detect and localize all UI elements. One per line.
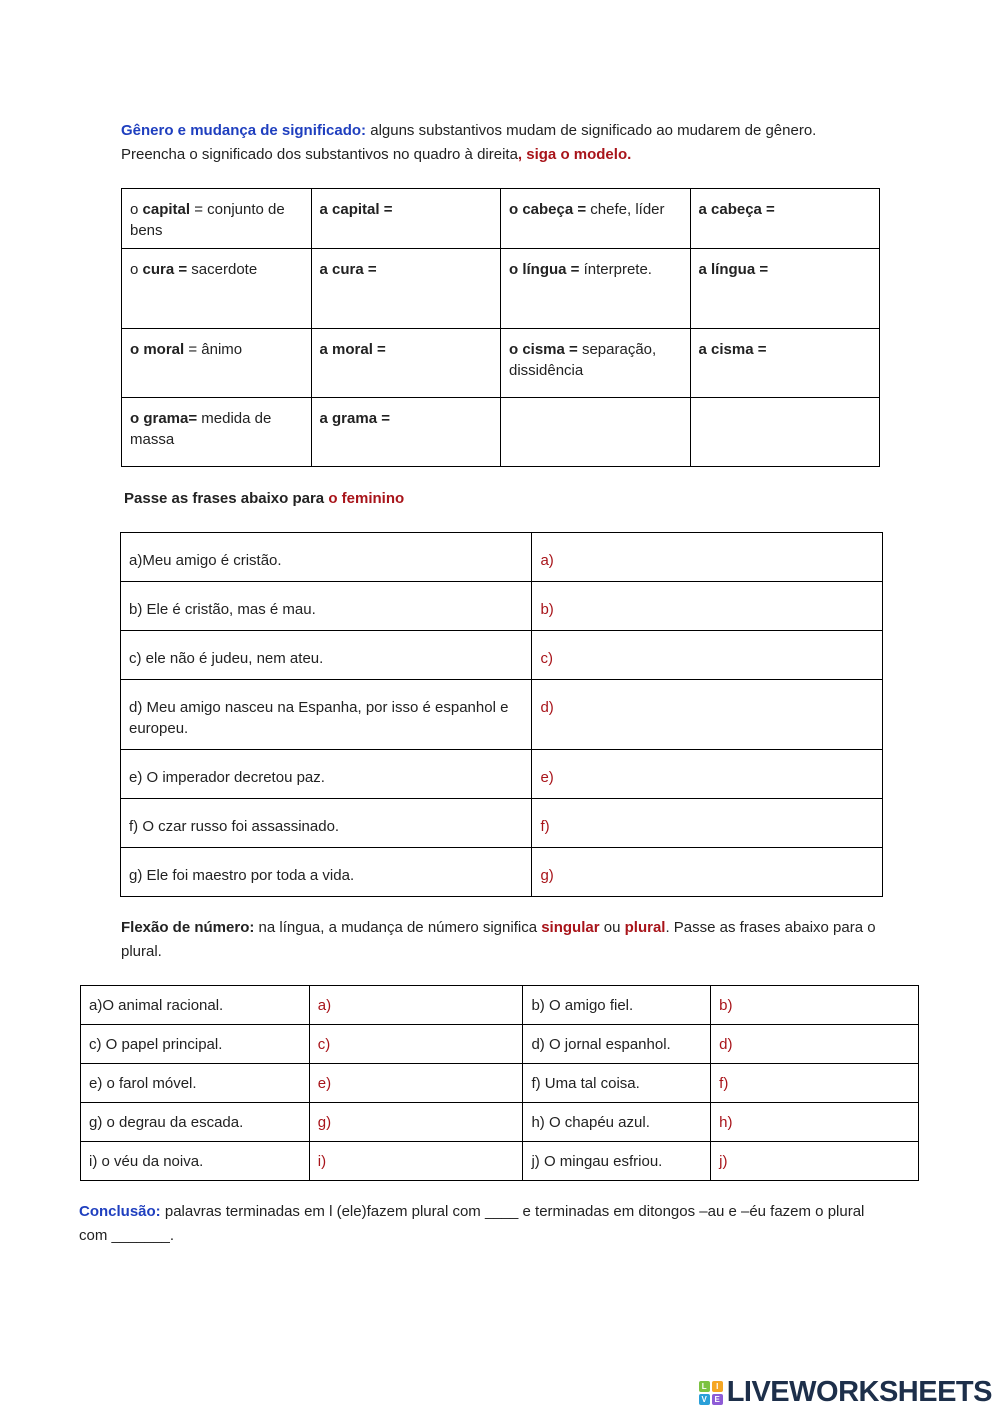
answer-cell[interactable]: a) xyxy=(309,986,523,1025)
plural-table xyxy=(80,985,919,1181)
sentence-cell: h) O chapéu azul. xyxy=(523,1103,711,1142)
answer-cell[interactable]: c) xyxy=(532,631,883,680)
table-row xyxy=(121,631,883,680)
sentence-cell: j) O mingau esfriou. xyxy=(523,1142,711,1181)
sentence-cell: g) Ele foi maestro por toda a vida. xyxy=(121,848,532,897)
sentence-cell: i) o véu da noiva. xyxy=(81,1142,310,1181)
sentence-cell: a)O animal racional. xyxy=(81,986,310,1025)
intro-highlight: , siga o modelo. xyxy=(517,146,632,163)
sentence-cell: a)Meu amigo é cristão. xyxy=(121,533,532,582)
table-cell: o grama= medida de massa xyxy=(122,398,312,467)
sentence-cell: d) O jornal espanhol. xyxy=(523,1025,711,1064)
table-cell[interactable]: a cabeça = xyxy=(690,189,880,249)
answer-cell[interactable]: f) xyxy=(711,1064,919,1103)
table-row xyxy=(121,533,883,582)
gender-meaning-table xyxy=(121,188,880,467)
answer-cell[interactable]: d) xyxy=(532,680,883,750)
table-cell: o cabeça = chefe, líder xyxy=(501,189,691,249)
sentence-cell: c) O papel principal. xyxy=(81,1025,310,1064)
table-cell: o cisma = separação, dissidência xyxy=(501,329,691,398)
sentence-cell: e) O imperador decretou paz. xyxy=(121,750,532,799)
table-row xyxy=(81,1142,919,1181)
plural-word: plural xyxy=(624,919,666,936)
answer-cell[interactable]: e) xyxy=(532,750,883,799)
singular-word: singular xyxy=(541,919,600,936)
table-cell[interactable]: a moral = xyxy=(311,329,501,398)
table-cell: o cura = sacerdote xyxy=(122,249,312,329)
intro-label: Gênero e mudança de significado: xyxy=(121,122,367,139)
intro-text: alguns substantivos mudam de significado ao mudarem de gênero. Preencha o significado dos substantivos no quadro à direita xyxy=(121,122,817,163)
table-cell[interactable]: a grama = xyxy=(311,398,501,467)
sentence-cell: c) ele não é judeu, nem ateu. xyxy=(121,631,532,680)
table-row xyxy=(81,986,919,1025)
answer-cell[interactable]: d) xyxy=(711,1025,919,1064)
sentence-cell: b) Ele é cristão, mas é mau. xyxy=(121,582,532,631)
table-cell[interactable]: a língua = xyxy=(690,249,880,329)
sentence-cell: d) Meu amigo nasceu na Espanha, por isso é espanhol e europeu. xyxy=(121,680,532,750)
table-row xyxy=(121,750,883,799)
answer-cell[interactable]: i) xyxy=(309,1142,523,1181)
feminine-highlight: o feminino xyxy=(328,490,405,507)
answer-cell[interactable]: b) xyxy=(532,582,883,631)
answer-cell[interactable]: b) xyxy=(711,986,919,1025)
answer-cell[interactable]: e) xyxy=(309,1064,523,1103)
conclusion-label: Conclusão: xyxy=(79,1203,161,1220)
answer-cell[interactable]: c) xyxy=(309,1025,523,1064)
table-row xyxy=(122,398,880,467)
table-cell xyxy=(690,398,880,467)
answer-cell[interactable]: f) xyxy=(532,799,883,848)
conclusion-text: palavras terminadas em l (ele)fazem plural com ____ e terminadas em ditongos –au e –éu fazem o plural com _______. xyxy=(79,1203,865,1244)
logo-mark-icon: L I V E xyxy=(699,1381,723,1405)
intro-paragraph xyxy=(121,119,881,167)
answer-cell[interactable]: a) xyxy=(532,533,883,582)
table-cell: o moral = ânimo xyxy=(122,329,312,398)
sentence-cell: e) o farol móvel. xyxy=(81,1064,310,1103)
answer-cell[interactable]: g) xyxy=(309,1103,523,1142)
sentence-cell: f) O czar russo foi assassinado. xyxy=(121,799,532,848)
answer-cell[interactable]: h) xyxy=(711,1103,919,1142)
table-row xyxy=(81,1103,919,1142)
sentence-cell: f) Uma tal coisa. xyxy=(523,1064,711,1103)
table-cell[interactable]: a cisma = xyxy=(690,329,880,398)
liveworksheets-logo xyxy=(699,1376,992,1409)
sentence-cell: g) o degrau da escada. xyxy=(81,1103,310,1142)
table-row xyxy=(122,189,880,249)
table-row xyxy=(122,329,880,398)
number-label: Flexão de número: xyxy=(121,919,255,936)
logo-text: LIVEWORKSHEETS xyxy=(726,1376,992,1408)
table-cell: o língua = ínterprete. xyxy=(501,249,691,329)
table-row xyxy=(121,799,883,848)
table-row xyxy=(122,249,880,329)
conclusion-paragraph xyxy=(79,1200,889,1248)
table-cell[interactable]: a capital = xyxy=(311,189,501,249)
table-row xyxy=(81,1025,919,1064)
table-cell: o capital = conjunto de bens xyxy=(122,189,312,249)
table-row xyxy=(121,848,883,897)
feminine-title: Passe as frases abaixo para o feminino xyxy=(124,490,405,507)
answer-cell[interactable]: j) xyxy=(711,1142,919,1181)
table-row xyxy=(121,680,883,750)
sentence-cell: b) O amigo fiel. xyxy=(523,986,711,1025)
table-cell xyxy=(501,398,691,467)
table-row xyxy=(121,582,883,631)
feminine-table xyxy=(120,532,883,897)
number-paragraph: Flexão de número: na língua, a mudança de número significa singular ou plural. Passe as frases abaixo para o plural. xyxy=(121,919,876,960)
table-row xyxy=(81,1064,919,1103)
answer-cell[interactable]: g) xyxy=(532,848,883,897)
table-cell[interactable]: a cura = xyxy=(311,249,501,329)
